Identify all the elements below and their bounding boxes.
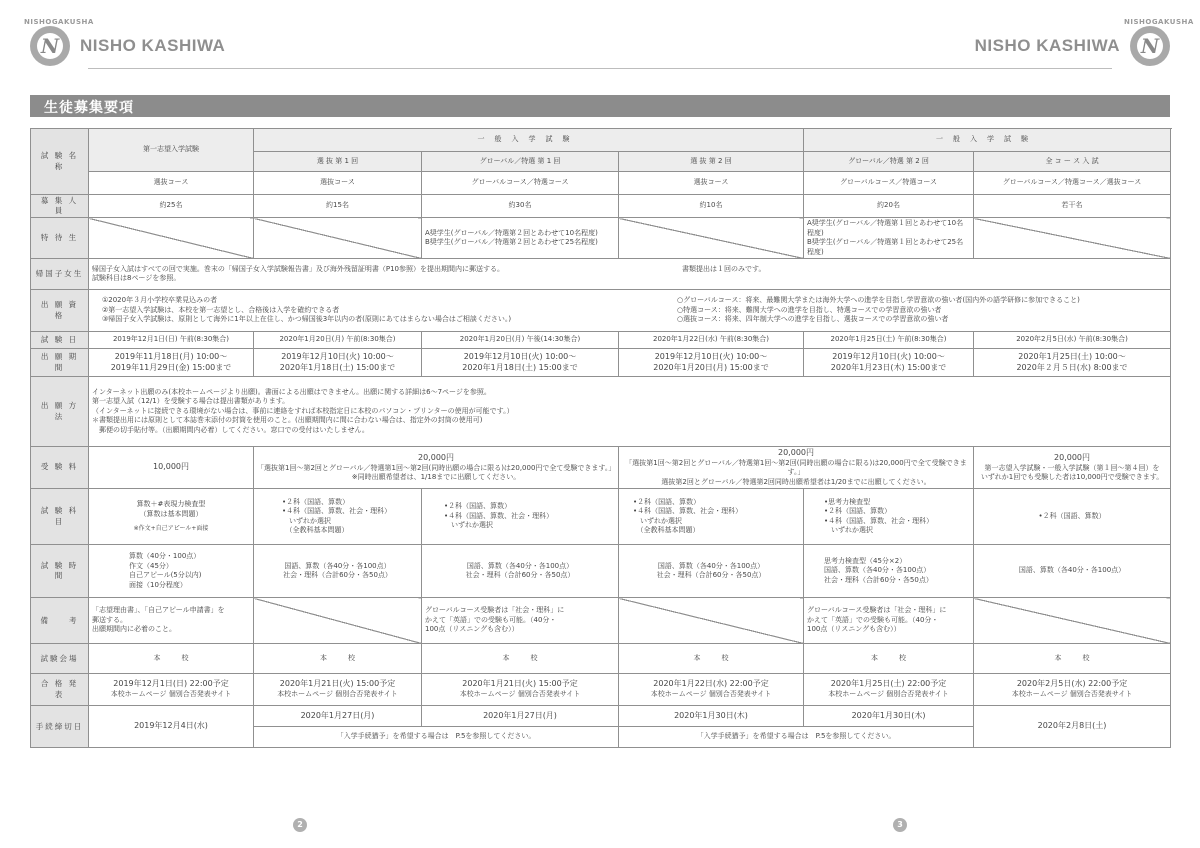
venue-cell: 本 校 — [254, 644, 422, 674]
deadline-first-choice: 2019年12月4日(水) — [89, 706, 254, 748]
exam-date-cell: 2020年1月22日(水) 午前(8:30集合) — [619, 332, 804, 349]
row-label-fee: 受 験 料 — [31, 447, 89, 489]
results-cell: 2020年1月21日(火) 15:00予定 本校ホームページ 個別合否発表サイト — [254, 674, 422, 706]
course-cell: 選抜コース — [89, 172, 254, 195]
row-label-scholarship: 特 待 生 — [31, 218, 89, 259]
page-number-left: 2 — [293, 818, 307, 832]
results-cell: 2019年12月1日(日) 22:00予定 本校ホームページ 個別合否発表サイト — [89, 674, 254, 706]
row-label-subjects: 試 験 科 目 — [31, 489, 89, 545]
empty-cell — [619, 598, 804, 644]
capacity-cell: 約25名 — [89, 195, 254, 218]
venue-cell: 本 校 — [804, 644, 974, 674]
empty-cell — [254, 218, 422, 259]
exam-date-cell: 2020年1月20日(月) 午後(14:30集合) — [422, 332, 619, 349]
logo-ring-text: NISHOGAKUSHA — [1124, 18, 1194, 26]
scholarship-global-1: A奨学生(グローバル／特選第２回とあわせて10名程度) B奨学生(グローバル／特選第２回とあわせて25名程度) — [422, 218, 619, 259]
course-cell: 選抜コース — [254, 172, 422, 195]
exam-date-cell: 2019年12月1日(日) 午前(8:30集合) — [89, 332, 254, 349]
venue-cell: 本 校 — [974, 644, 1171, 674]
exam-date-cell: 2020年2月5日(水) 午前(8:30集合) — [974, 332, 1171, 349]
admissions-table — [30, 128, 1171, 748]
apply-period-cell: 2019年12月10日(火) 10:00～ 2020年1月20日(月) 15:00まで — [619, 349, 804, 377]
school-logo-icon — [1124, 18, 1194, 66]
time-all-course: 国語、算数（各40分・各100点） — [974, 545, 1171, 598]
time-global-2: 思考力検査型（45分×2） 国語、算数（各40分・各100点） 社会・理科（合計60分・各50点） — [804, 545, 974, 598]
time-selection-2: 国語、算数（各40分・各100点） 社会・理科（合計60分・各50点） — [619, 545, 804, 598]
subjects-selection-1: •２科（国語、算数） •４科（国語、算数、社会・理科） いずれか選択 （全教科基本問題） — [254, 489, 422, 545]
time-first-choice: 算数（40分・100点） 作文（45分） 自己アピール(5分以内) 面接（10分程度） — [89, 545, 254, 598]
logo-ring-text: NISHOGAKUSHA — [24, 18, 94, 26]
course-cell: 選抜コース — [619, 172, 804, 195]
deadline-selection-1: 2020年1月27日(月) — [254, 706, 422, 727]
time-selection-1: 国語、算数（各40分・各100点） 社会・理科（合計60分・各50点） — [254, 545, 422, 598]
deadline-global-1: 2020年1月27日(月) — [422, 706, 619, 727]
col-first-choice: 第一志望入学試験 — [89, 129, 254, 172]
col-all-course: 全 コ ー ス 入 試 — [974, 152, 1171, 172]
capacity-cell: 約20名 — [804, 195, 974, 218]
subjects-all-course: •２科（国語、算数） — [974, 489, 1171, 545]
apply-period-cell: 2019年12月10日(火) 10:00～ 2020年1月23日(木) 15:00まで — [804, 349, 974, 377]
empty-cell — [254, 598, 422, 644]
results-cell: 2020年1月21日(火) 15:00予定 本校ホームページ 個別合否発表サイト — [422, 674, 619, 706]
capacity-cell: 約30名 — [422, 195, 619, 218]
venue-cell: 本 校 — [89, 644, 254, 674]
section-title: 生徒募集要項 — [44, 100, 134, 116]
time-global-1: 国語、算数（各40分・各100点） 社会・理科（合計60分・各50点） — [422, 545, 619, 598]
col-selection-2: 選 抜 第 2 回 — [619, 152, 804, 172]
exam-date-cell: 2020年1月20日(月) 午前(8:30集合) — [254, 332, 422, 349]
row-label-remarks: 備 考 — [31, 598, 89, 644]
capacity-cell: 約15名 — [254, 195, 422, 218]
subjects-first-choice: 算数＋#表現力検査型 （算数は基本問題） ※作文+自己アピール+面接 — [89, 489, 254, 545]
remarks-global-1: グローバルコース受験者は「社会・理科」に かえて「英語」での受験も可能。（40分・ 100点（リスニングも含む）） — [422, 598, 619, 644]
col-group-general-1: 一般入学試験 — [254, 129, 804, 152]
fee-first-choice: 10,000円 — [89, 447, 254, 489]
row-label-venue: 試験会場 — [31, 644, 89, 674]
results-cell: 2020年2月5日(水) 22:00予定 本校ホームページ 個別合否発表サイト — [974, 674, 1171, 706]
empty-cell — [974, 598, 1171, 644]
apply-period-cell: 2019年11月18日(月) 10:00～ 2019年11月29日(金) 15:00まで — [89, 349, 254, 377]
school-logo-icon — [24, 18, 94, 66]
row-label-exam-name: 試 験 名 称 — [31, 129, 89, 195]
subjects-global-1: •２科（国語、算数） •４科（国語、算数、社会・理科） いずれか選択 — [422, 489, 619, 545]
deadline-all-course: 2020年2月8日(土) — [974, 706, 1171, 748]
empty-cell — [619, 218, 804, 259]
row-label-apply-period: 出 願 期 間 — [31, 349, 89, 377]
deadline-global-2: 2020年1月30日(木) — [804, 706, 974, 727]
results-cell: 2020年1月25日(土) 22:00予定 本校ホームページ 個別合否発表サイト — [804, 674, 974, 706]
col-group-general-2: 一般入学試験 — [804, 129, 1171, 152]
empty-cell — [89, 218, 254, 259]
scholarship-global-2: A奨学生(グローバル／特選第１回とあわせて10名程度) B奨学生(グローバル／特選第１回とあわせて25名程度) — [804, 218, 974, 259]
row-label-returnee: 帰国子女生 — [31, 259, 89, 290]
brand-name: NISHO KASHIWA — [974, 36, 1120, 55]
subjects-selection-2: •２科（国語、算数） •４科（国語、算数、社会・理科） いずれか選択 （全教科基本問題） — [619, 489, 804, 545]
capacity-cell: 若干名 — [974, 195, 1171, 218]
row-label-deadline: 手続締切日 — [31, 706, 89, 748]
row-label-results: 合 格 発 表 — [31, 674, 89, 706]
row-label-eligibility: 出 願 資 格 — [31, 290, 89, 332]
row-label-time: 試 験 時 間 — [31, 545, 89, 598]
apply-method-text: インターネット出願のみ(本校ホームページより出願)。書面による出願はできません。出願に関する詳細は6～7ページを参照。 第一志望入試（12/1）を受験する場合は提出書類があります。 （インターネットに接続できる環境がない場合は、事前に連絡をすれば本校指定日に本校のパソコン・プリンターの使用が可能です。） ＊書類提出用には原則として本誌巻末添付の封筒を使用のこと。(出願期間内に間に合わない場合は、指定外の封筒の使用可) 郵便の切手貼付等。（出願期間内必着）してください。窓口での受付はいたしません。 — [89, 377, 1171, 447]
results-cell: 2020年1月22日(水) 22:00予定 本校ホームページ 個別合否発表サイト — [619, 674, 804, 706]
page-number-right: 3 — [893, 818, 907, 832]
eligibility-text: ①2020年３月小学校卒業見込みの者 ②第一志望入学試験は、本校を第一志望とし、合格後は入学を確約できる者 ③帰国子女入学試験は、原則として海外に1年以上在住し、かつ帰国後3年以内の者(原則にあてはまらない場合はご相談ください。) ○グローバルコース：将来、最難関大学または海外大学への進学を目指し学習意欲の強い者(国内外の語学研修に参加できること) ○特選コース：将来、難関大学への進学を目指し、特選コースでの学習意欲の強い者 ○選抜コース：将来、四年制大学への進学を目指し、選抜コースでの学習意欲の強い者 — [89, 290, 1171, 332]
deadline-note-round-1: 「入学手続猶予」を希望する場合は P.5を参照してください。 — [254, 727, 619, 748]
col-selection-1: 選 抜 第 1 回 — [254, 152, 422, 172]
deadline-selection-2: 2020年1月30日(木) — [619, 706, 804, 727]
fee-round-1: 20,000円 「選抜第1回～第2回とグローバル／特選第1回～第2回(同時出願の場合に限る)は20,000円で全て受験できます。」 ※同時出願希望者は、1/18までに出願してください。 — [254, 447, 619, 489]
fee-all-course: 20,000円 第一志望入学試験・一般入学試験（第１回～第４回）を いずれか1回でも受験した者は10,000円で受験できます。 — [974, 447, 1171, 489]
apply-period-cell: 2020年1月25日(土) 10:00～ 2020年２月５日(水) 8:00まで — [974, 349, 1171, 377]
col-global-1: グローバル／特選 第 1 回 — [422, 152, 619, 172]
capacity-cell: 約10名 — [619, 195, 804, 218]
apply-period-cell: 2019年12月10日(火) 10:00～ 2020年1月18日(土) 15:00まで — [422, 349, 619, 377]
brand-name: NISHO KASHIWA — [80, 36, 226, 55]
apply-period-cell: 2019年12月10日(火) 10:00～ 2020年1月18日(土) 15:00まで — [254, 349, 422, 377]
brand-header-left — [24, 18, 235, 66]
row-label-apply-method: 出 願 方 法 — [31, 377, 89, 447]
venue-cell: 本 校 — [422, 644, 619, 674]
brand-header-right — [965, 18, 1194, 66]
row-label-exam-date: 試 験 日 — [31, 332, 89, 349]
remarks-first-choice: 「志望理由書」、「自己アピール申請書」を 郵送する。 出願期間内に必着のこと。 — [89, 598, 254, 644]
remarks-global-2: グローバルコース受験者は「社会・理科」に かえて「英語」での受験も可能。（40分・ 100点（リスニングも含む）） — [804, 598, 974, 644]
subjects-global-2: •思考力検査型 •２科（国語、算数） •４科（国語、算数、社会・理科） いずれか選択 — [804, 489, 974, 545]
fee-round-2: 20,000円 「選抜第1回～第2回とグローバル／特選第1回～第2回(同時出願の場合に限る)は20,000円で全て受験できます。」 選抜第2回とグローバル／特選第2回同時出願希望者は1/20までに出願してください。 — [619, 447, 974, 489]
venue-cell: 本 校 — [619, 644, 804, 674]
course-cell: グローバルコース／特選コース／選抜コース — [974, 172, 1171, 195]
exam-date-cell: 2020年1月25日(土) 午前(8:30集合) — [804, 332, 974, 349]
deadline-note-round-2: 「入学手続猶予」を希望する場合は P.5を参照してください。 — [619, 727, 974, 748]
section-title-bar — [30, 95, 1170, 117]
course-cell: グローバルコース／特選コース — [422, 172, 619, 195]
header-divider — [88, 68, 1112, 69]
returnee-text: 帰国子女入試はすべての回で実施。巻末の「帰国子女入学試験報告書」及び海外残留証明書（P10参照）を提出期間内に郵送する。 試験科目は8ページを参照。 書類提出は１回のみです。 — [89, 259, 1171, 290]
course-cell: グローバルコース／特選コース — [804, 172, 974, 195]
empty-cell — [974, 218, 1171, 259]
row-label-capacity: 募 集 人 員 — [31, 195, 89, 218]
col-global-2: グローバル／特選 第 2 回 — [804, 152, 974, 172]
